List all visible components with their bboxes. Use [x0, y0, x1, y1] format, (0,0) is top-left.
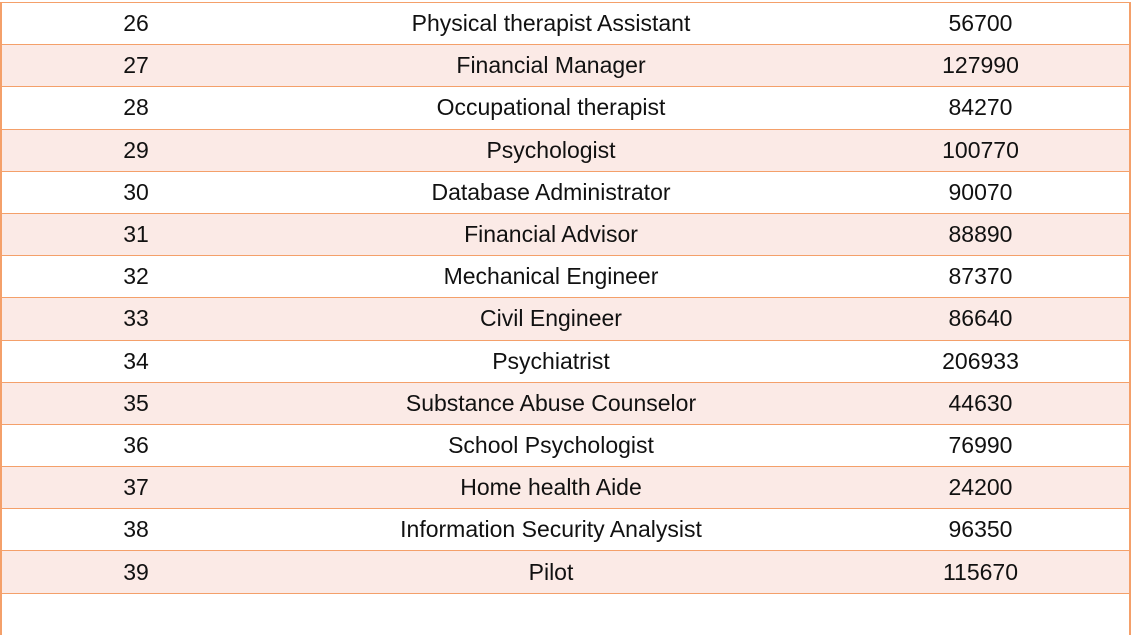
salary-value: 87370: [832, 256, 1130, 298]
row-number: 35: [1, 382, 270, 424]
table-row: [1, 509, 1130, 551]
row-number: 33: [1, 298, 270, 340]
salary-value: 127990: [832, 45, 1130, 87]
table-row: [1, 213, 1130, 255]
row-number: 28: [1, 87, 270, 129]
row-cell: [832, 593, 1130, 635]
salary-value: 56700: [832, 3, 1130, 45]
row-number: 31: [1, 213, 270, 255]
table-row: [1, 129, 1130, 171]
salary-table: [0, 2, 1131, 635]
row-number: 32: [1, 256, 270, 298]
row-cell: [1, 593, 270, 635]
row-number: 39: [1, 551, 270, 593]
job-title: Occupational therapist: [270, 87, 832, 129]
salary-value: 115670: [832, 551, 1130, 593]
job-title: Financial Manager: [270, 45, 832, 87]
table-row: [1, 382, 1130, 424]
table-row: [1, 298, 1130, 340]
salary-value: 100770: [832, 129, 1130, 171]
job-title: Civil Engineer: [270, 298, 832, 340]
salary-value: 206933: [832, 340, 1130, 382]
row-number: 38: [1, 509, 270, 551]
table-row: [1, 3, 1130, 45]
job-title: Pilot: [270, 551, 832, 593]
row-number: 30: [1, 171, 270, 213]
salary-value: 24200: [832, 467, 1130, 509]
table-row: [1, 87, 1130, 129]
table-row: [1, 256, 1130, 298]
row-number: 36: [1, 424, 270, 466]
table-row: [1, 340, 1130, 382]
table-row: [1, 424, 1130, 466]
salary-value: 76990: [832, 424, 1130, 466]
job-title: Psychologist: [270, 129, 832, 171]
row-number: 37: [1, 467, 270, 509]
job-title: Home health Aide: [270, 467, 832, 509]
salary-value: 44630: [832, 382, 1130, 424]
salary-value: 84270: [832, 87, 1130, 129]
job-title: Financial Advisor: [270, 213, 832, 255]
job-title: Physical therapist Assistant: [270, 3, 832, 45]
table-row: [1, 551, 1130, 593]
job-title: Substance Abuse Counselor: [270, 382, 832, 424]
row-number: 27: [1, 45, 270, 87]
table-row: [1, 467, 1130, 509]
row-number: 34: [1, 340, 270, 382]
row-number: 29: [1, 129, 270, 171]
salary-value: 96350: [832, 509, 1130, 551]
job-title: Psychiatrist: [270, 340, 832, 382]
job-title: Database Administrator: [270, 171, 832, 213]
table-row-partial: [1, 593, 1130, 635]
job-title: Information Security Analysist: [270, 509, 832, 551]
row-number: 26: [1, 3, 270, 45]
table-row: [1, 45, 1130, 87]
salary-value: 90070: [832, 171, 1130, 213]
row-cell: [270, 593, 832, 635]
job-title: School Psychologist: [270, 424, 832, 466]
salary-value: 88890: [832, 213, 1130, 255]
salary-value: 86640: [832, 298, 1130, 340]
table-row: [1, 171, 1130, 213]
job-title: Mechanical Engineer: [270, 256, 832, 298]
